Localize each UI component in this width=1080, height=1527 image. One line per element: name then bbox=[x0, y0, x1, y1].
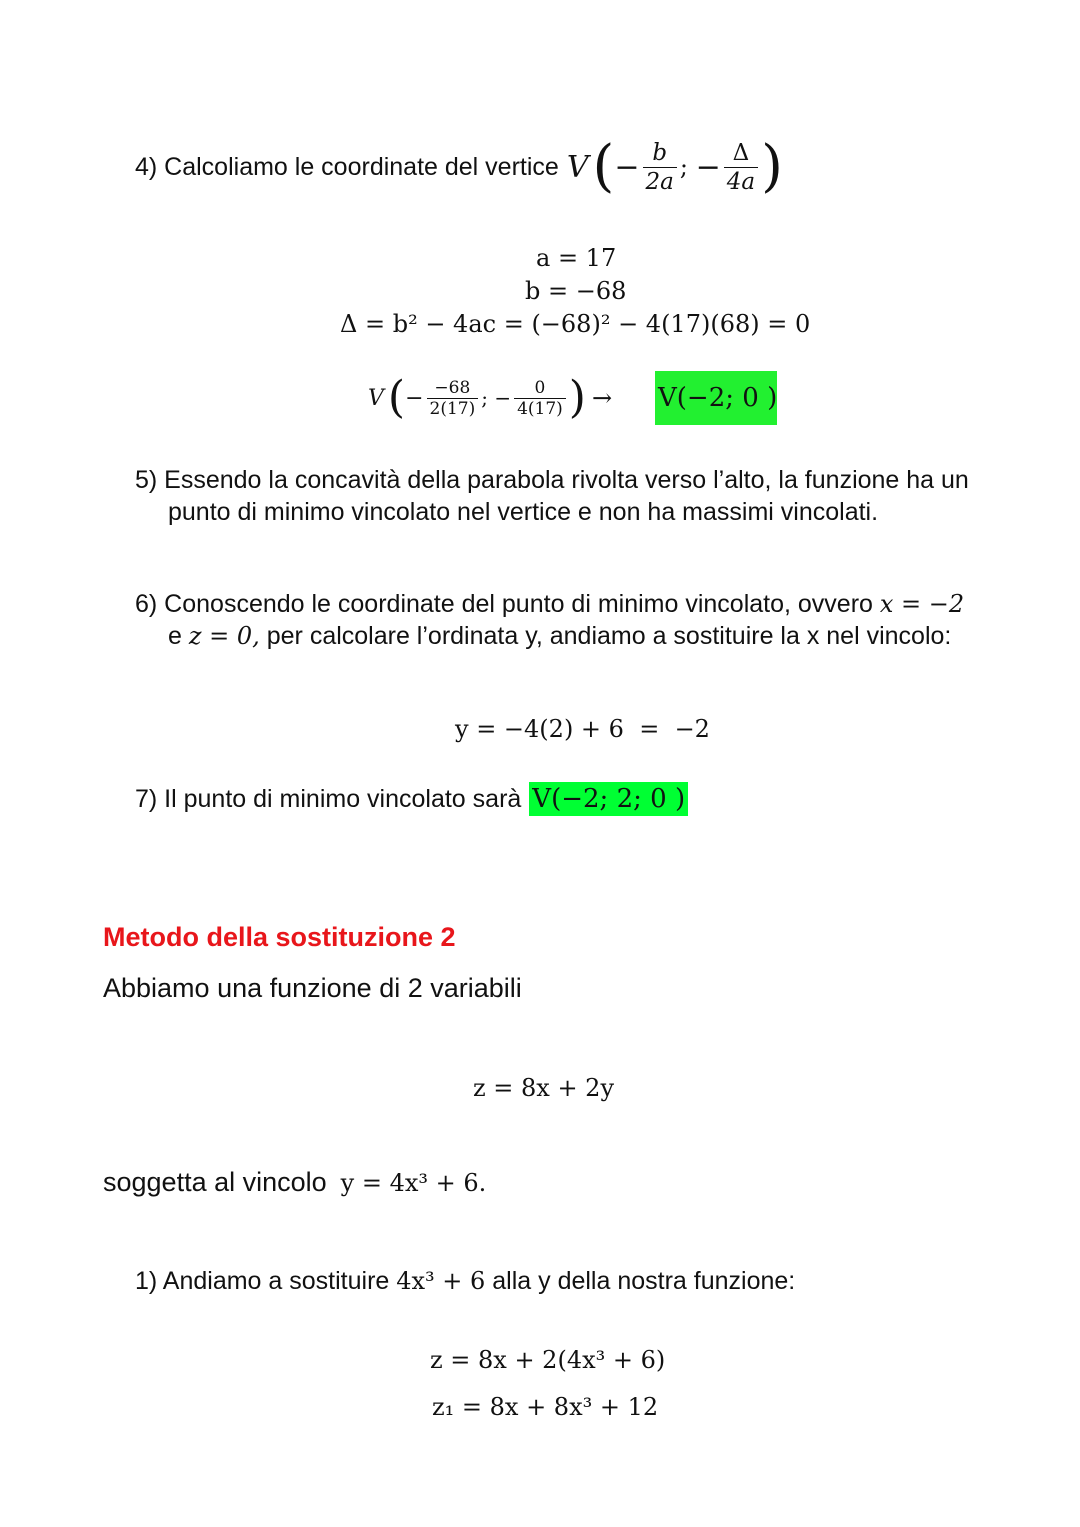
arrow-icon: → bbox=[591, 384, 613, 412]
vertex-x-formula: $\frac{b}{2a}$ bbox=[643, 139, 677, 196]
substitution-eq2: z₁ = 8x + 8x³ + 12 bbox=[432, 1393, 659, 1421]
step5-line1: 5) Essendo la concavità della parabola rivolta verso l’alto, la funzione ha un bbox=[135, 466, 969, 494]
section-title: Metodo della sostituzione 2 bbox=[103, 922, 456, 952]
vertex-result: V(−2; 0 ) bbox=[658, 383, 778, 413]
step5-line2: punto di minimo vincolato nel vertice e non ha massimi vincolati. bbox=[168, 498, 879, 526]
step6-line2: e z = 0, per calcolare l’ordinata y, andiamo a sostituire la x nel vincolo: bbox=[168, 622, 952, 650]
vertex-symbol: V bbox=[566, 149, 589, 185]
substitution-eq1: z = 8x + 2(4x³ + 6) bbox=[430, 1346, 666, 1374]
final-point: V(−2; 2; 0 ) bbox=[529, 782, 688, 816]
vertex-computation: V ( − $\frac{-68}{2(17)}$ ; − $\frac{0}{4(17)}$ ) → bbox=[368, 372, 613, 423]
delta-equation: Δ = b² − 4ac = (−68)² − 4(17)(68) = 0 bbox=[340, 310, 811, 338]
vertex-y-formula: $\frac{\Delta}{4a}$ bbox=[724, 139, 758, 196]
a-value: a = 17 bbox=[536, 244, 617, 272]
step6-line1: 6) Conoscendo le coordinate del punto di minimo vincolato, ovvero x = −2 bbox=[135, 590, 965, 618]
step1-line: 1) Andiamo a sostituire 4x³ + 6 alla y della nostra funzione: bbox=[135, 1267, 796, 1295]
y-equation: y = −4(2) + 6 = −2 bbox=[455, 715, 710, 743]
b-value: b = −68 bbox=[525, 277, 627, 305]
function-equation: z = 8x + 2y bbox=[473, 1074, 615, 1102]
constraint: soggetta al vincolo y = 4x³ + 6. bbox=[103, 1167, 487, 1197]
step4-label: 4) Calcoliamo le coordinate del vertice bbox=[135, 152, 559, 181]
step4-heading: 4) Calcoliamo le coordinate del vertice V ( − $\frac{b}{2a}$ ; − $\frac{\Delta}{4a}$ ) bbox=[135, 134, 783, 199]
section-intro: Abbiamo una funzione di 2 variabili bbox=[103, 973, 522, 1003]
step7: 7) Il punto di minimo vincolato sarà V(−2; 2; 0 ) bbox=[135, 782, 688, 816]
